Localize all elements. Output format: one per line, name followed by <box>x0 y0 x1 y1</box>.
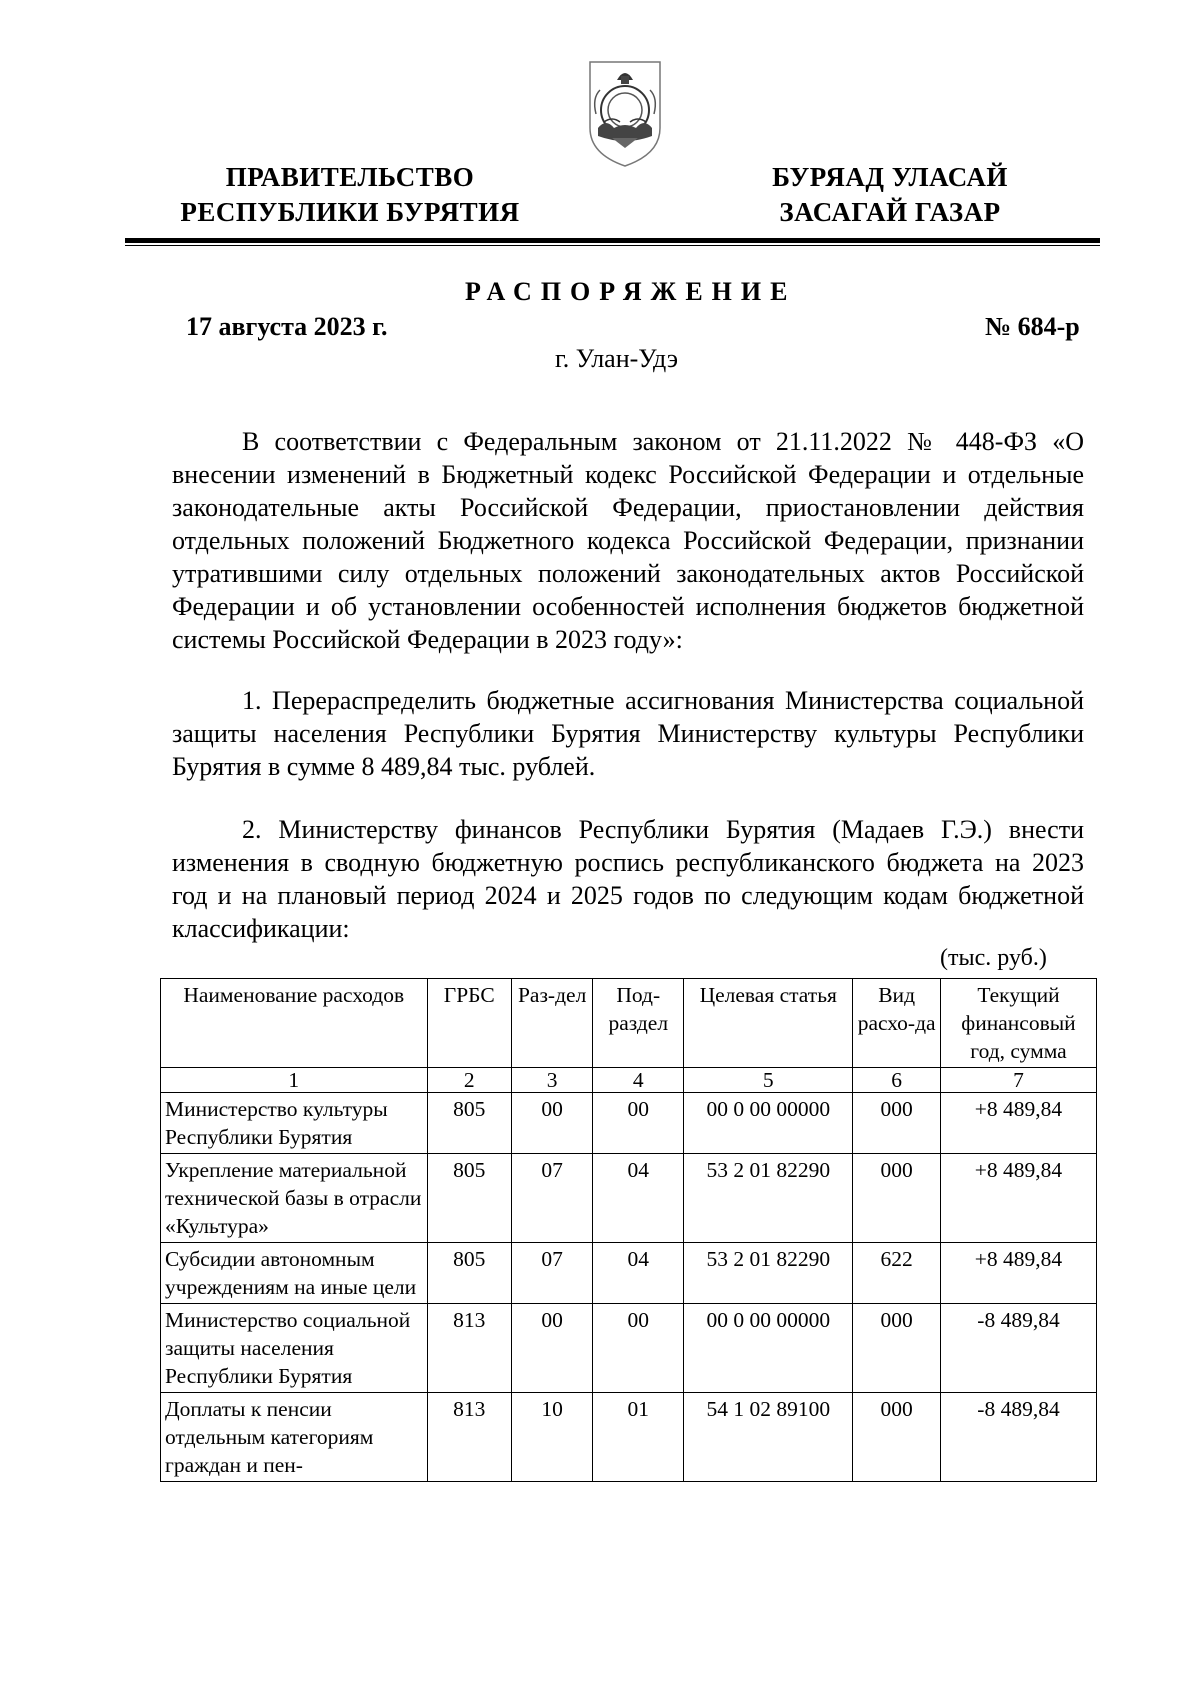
column-number: 7 <box>941 1068 1097 1093</box>
item-2-text: 2. Министерству финансов Республики Бурятия (Мадаев Г.Э.) внести изменения в сводную бюджетную роспись республиканского бюджета на 2023 год и на плановый период 2024 и 2025 годов по следующим кодам бюджетной классификации: <box>172 815 1084 943</box>
row-grbs: 813 <box>427 1304 512 1393</box>
row-vid: 000 <box>853 1393 941 1482</box>
row-razdel: 07 <box>512 1154 593 1243</box>
row-vid: 000 <box>853 1304 941 1393</box>
row-grbs: 805 <box>427 1154 512 1243</box>
column-number: 3 <box>512 1068 593 1093</box>
coat-of-arms-icon <box>586 58 664 170</box>
item-2 <box>172 813 1084 945</box>
order-number: № 684-р <box>985 312 1080 341</box>
item-1-text: 1. Перераспределить бюджетные ассигнования Министерства социальной защиты населения Республики Бурятия Министерству культуры Республики Бурятия в сумме 8 489,84 тыс. рублей. <box>172 686 1084 781</box>
header-cell: ГРБС <box>427 979 512 1068</box>
header-cell: Раз-дел <box>512 979 593 1068</box>
row-statya: 54 1 02 89100 <box>684 1393 853 1482</box>
row-summa: -8 489,84 <box>941 1393 1097 1482</box>
header-left-line1: ПРАВИТЕЛЬСТВО <box>225 162 475 192</box>
row-podrazdel: 04 <box>593 1243 684 1304</box>
row-name: Министерство культуры Республики Бурятия <box>161 1093 428 1154</box>
row-summa: +8 489,84 <box>941 1154 1097 1243</box>
header-cell: Вид расхо-да <box>853 979 941 1068</box>
row-summa: +8 489,84 <box>941 1243 1097 1304</box>
column-number: 4 <box>593 1068 684 1093</box>
table-row <box>161 1393 1097 1482</box>
row-grbs: 805 <box>427 1243 512 1304</box>
table-unit: (тыс. руб.) <box>940 945 1047 971</box>
table-header-row <box>161 979 1097 1068</box>
order-city: г. Улан-Удэ <box>555 344 679 373</box>
row-razdel: 07 <box>512 1243 593 1304</box>
row-vid: 000 <box>853 1154 941 1243</box>
row-statya: 00 0 00 00000 <box>684 1304 853 1393</box>
header-cell: Целевая статья <box>684 979 853 1068</box>
header-right-line1: БУРЯАД УЛАСАЙ <box>772 162 1008 192</box>
order-date: 17 августа 2023 г. <box>186 312 388 341</box>
row-name: Министерство социальной защиты населения Республики Бурятия <box>161 1304 428 1393</box>
preamble-text: В соответствии с Федеральным законом от 21.11.2022 № 448-ФЗ «О внесении изменений в Бюджетный кодекс Российской Федерации и отдельные законодательные акты Российской Федерации, приостановлении действия отдельных положений Бюджетного кодекса Российской Федерации, признании утратившими силу отдельных положений законодательных актов Российской Федерации и об установлении особенностей исполнения бюджетов бюджетной системы Российской Федерации в 2023 году»: <box>172 427 1084 654</box>
header-right-line2: ЗАСАГАЙ ГАЗАР <box>779 197 1001 227</box>
preamble <box>172 425 1084 656</box>
row-razdel: 10 <box>512 1393 593 1482</box>
row-podrazdel: 00 <box>593 1304 684 1393</box>
table-row <box>161 1243 1097 1304</box>
header-cell: Под-раздел <box>593 979 684 1068</box>
column-number: 1 <box>161 1068 428 1093</box>
table-row <box>161 1093 1097 1154</box>
row-podrazdel: 01 <box>593 1393 684 1482</box>
row-razdel: 00 <box>512 1304 593 1393</box>
table-row <box>161 1154 1097 1243</box>
row-podrazdel: 04 <box>593 1154 684 1243</box>
column-number: 6 <box>853 1068 941 1093</box>
row-name: Доплаты к пенсии отдельным категориям граждан и пен- <box>161 1393 428 1482</box>
header-cell: Наименование расходов <box>161 979 428 1068</box>
column-number: 2 <box>427 1068 512 1093</box>
row-summa: +8 489,84 <box>941 1093 1097 1154</box>
header-right <box>740 160 1040 230</box>
row-statya: 53 2 01 82290 <box>684 1243 853 1304</box>
header-left-line2: РЕСПУБЛИКИ БУРЯТИЯ <box>180 197 520 227</box>
row-razdel: 00 <box>512 1093 593 1154</box>
row-name: Субсидии автономным учреждениям на иные цели <box>161 1243 428 1304</box>
header-left <box>160 160 540 230</box>
table-column-numbers-row <box>161 1068 1097 1093</box>
row-grbs: 813 <box>427 1393 512 1482</box>
table-row <box>161 1304 1097 1393</box>
header-cell: Текущий финансовый год, сумма <box>941 979 1097 1068</box>
row-vid: 622 <box>853 1243 941 1304</box>
row-vid: 000 <box>853 1093 941 1154</box>
header-rule-thin <box>125 245 1100 246</box>
budget-table <box>160 978 1097 1482</box>
column-number: 5 <box>684 1068 853 1093</box>
row-summa: -8 489,84 <box>941 1304 1097 1393</box>
document-title: РАСПОРЯЖЕНИЕ <box>465 277 797 306</box>
row-podrazdel: 00 <box>593 1093 684 1154</box>
row-statya: 53 2 01 82290 <box>684 1154 853 1243</box>
row-statya: 00 0 00 00000 <box>684 1093 853 1154</box>
item-1 <box>172 684 1084 783</box>
row-name: Укрепление материальной технической базы в отрасли «Культура» <box>161 1154 428 1243</box>
row-grbs: 805 <box>427 1093 512 1154</box>
header-rule-thick <box>125 238 1100 243</box>
